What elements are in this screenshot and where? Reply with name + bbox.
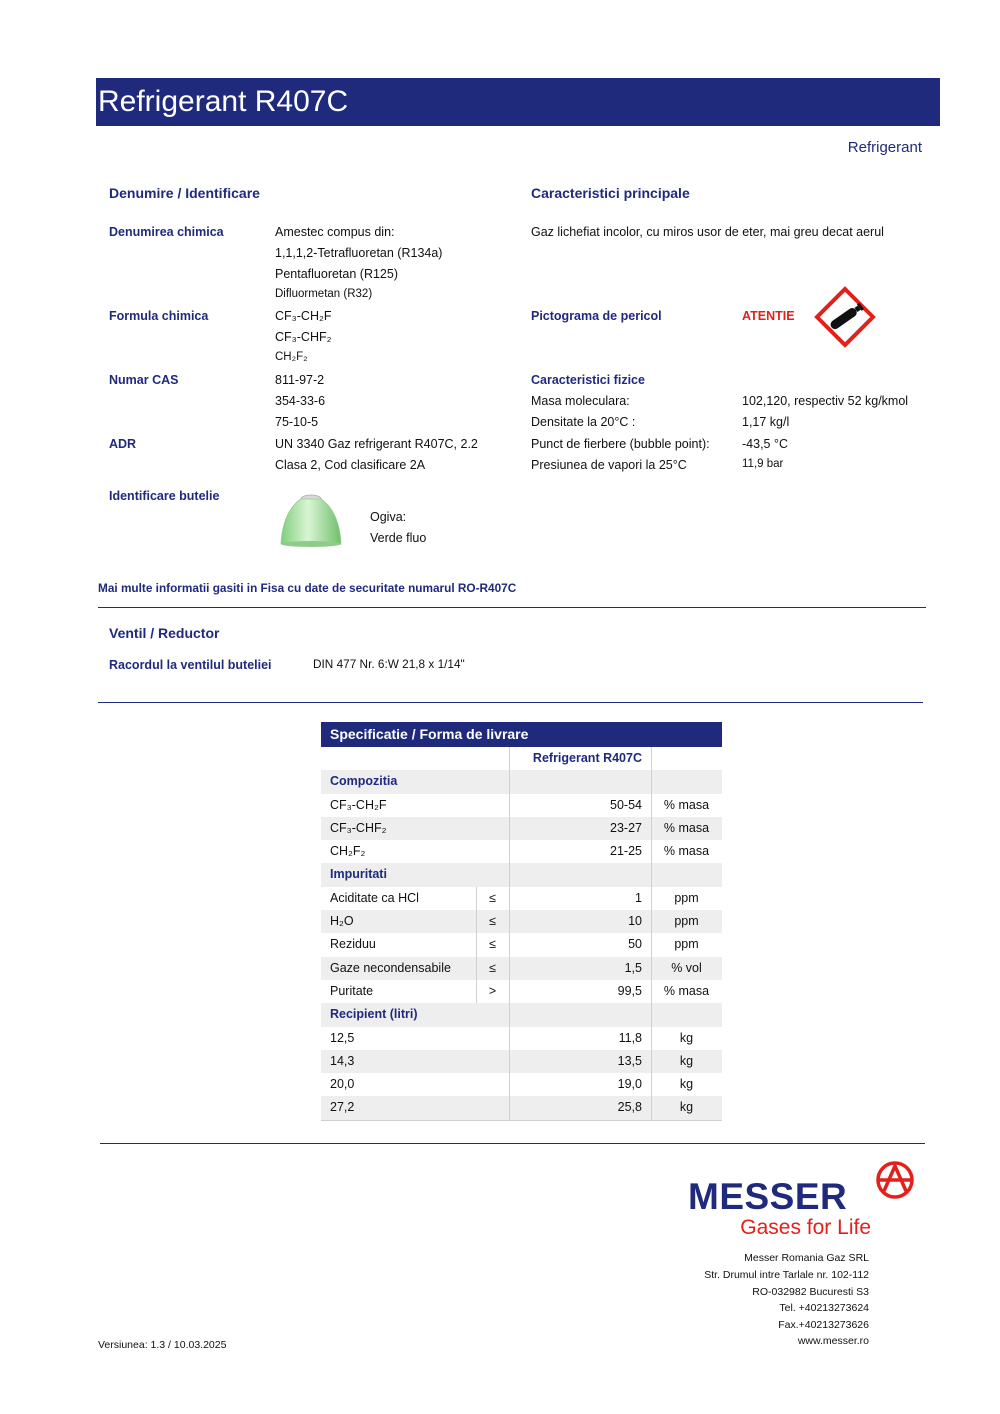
gas-cylinder-hazard-icon <box>814 286 876 348</box>
valve-value: DIN 477 Nr. 6:W 21,8 x 1/14" <box>313 657 465 671</box>
cylinder-label: Identificare butelie <box>109 489 220 503</box>
row-operator <box>476 1073 509 1096</box>
table-row <box>321 794 722 817</box>
cylinder-line: Ogiva: <box>370 510 407 524</box>
row-name: CF₃-CH₂F <box>330 797 387 812</box>
column-divider <box>509 910 510 933</box>
physical-label: Masa moleculara: <box>531 394 630 408</box>
physical-value: -43,5 °C <box>742 437 788 451</box>
table-row <box>321 957 722 980</box>
row-value: 21-25 <box>610 844 642 859</box>
column-divider <box>509 863 510 886</box>
column-divider <box>509 770 510 793</box>
table-row <box>321 933 722 956</box>
table-row <box>321 1003 722 1026</box>
adr-line: UN 3340 Gaz refrigerant R407C, 2.2 <box>275 437 478 451</box>
row-name: 12,5 <box>330 1030 355 1045</box>
column-divider <box>651 910 652 933</box>
table-row <box>321 887 722 910</box>
column-divider <box>509 1050 510 1073</box>
physical-heading: Caracteristici fizice <box>531 373 645 387</box>
column-divider <box>509 933 510 956</box>
row-value: 25,8 <box>617 1100 642 1115</box>
column-divider <box>651 817 652 840</box>
row-value: 23-27 <box>610 820 642 835</box>
column-divider <box>476 933 477 956</box>
row-name: Puritate <box>330 983 374 998</box>
column-divider <box>509 1096 510 1119</box>
column-divider <box>476 980 477 1003</box>
spec-table <box>321 722 722 1121</box>
row-unit: ppm <box>674 937 699 952</box>
section-heading: Recipient (litri) <box>330 1007 418 1022</box>
column-divider <box>651 770 652 793</box>
cas-line: 811-97-2 <box>275 373 325 387</box>
table-row <box>321 863 722 886</box>
row-value: 1 <box>635 890 642 905</box>
row-name: 14,3 <box>330 1053 355 1068</box>
chemical-name-line: Difluormetan (R32) <box>275 288 373 300</box>
divider <box>98 702 923 703</box>
row-operator <box>476 1050 509 1073</box>
messer-logo-icon <box>875 1160 915 1200</box>
section-heading: Impuritati <box>330 867 387 882</box>
chemical-name-line: Amestec compus din: <box>275 225 395 239</box>
column-divider <box>509 980 510 1003</box>
row-unit: % vol <box>671 960 702 975</box>
row-value: 10 <box>628 914 642 929</box>
formula-line: CF₃-CH₂F <box>275 309 332 323</box>
column-divider <box>476 887 477 910</box>
row-operator <box>476 1027 509 1050</box>
signal-word: ATENTIE <box>742 309 795 323</box>
row-name: 20,0 <box>330 1077 355 1092</box>
physical-label: Punct de fierbere (bubble point): <box>531 437 710 451</box>
version-label: Versiunea: 1.3 / 10.03.2025 <box>98 1339 227 1351</box>
column-divider <box>476 910 477 933</box>
row-operator: ≤ <box>489 914 496 929</box>
row-value: 13,5 <box>617 1053 642 1068</box>
column-divider <box>651 957 652 980</box>
column-divider <box>651 887 652 910</box>
row-unit: % masa <box>663 983 710 998</box>
divider <box>100 1143 925 1144</box>
row-unit: ppm <box>674 914 699 929</box>
row-unit: kg <box>679 1100 694 1115</box>
row-value: 1,5 <box>624 960 642 975</box>
formula-line: CF₃-CHF₂ <box>275 330 332 344</box>
column-divider <box>651 747 652 770</box>
column-divider <box>651 980 652 1003</box>
column-divider <box>509 887 510 910</box>
brand-logo-text: MESSER <box>688 1176 848 1217</box>
column-divider <box>651 1073 652 1096</box>
adr-label: ADR <box>109 437 137 451</box>
table-row <box>321 1096 722 1119</box>
table-row <box>321 747 722 770</box>
table-row <box>321 1050 722 1073</box>
page-title: Refrigerant R407C <box>98 85 349 118</box>
category-label: Refrigerant <box>847 139 922 156</box>
column-divider <box>651 933 652 956</box>
column-divider <box>509 817 510 840</box>
product-column-header: Refrigerant R407C <box>532 751 642 765</box>
formula-line: CH₂F₂ <box>275 351 308 363</box>
characteristics-description: Gaz lichefiat incolor, cu miros usor de eter, mai greu decat aerul <box>531 225 884 239</box>
row-unit: ppm <box>674 890 699 905</box>
cylinder-line: Verde fluo <box>370 531 427 545</box>
identification-heading: Denumire / Identificare <box>109 185 260 201</box>
row-unit: % masa <box>663 820 710 835</box>
table-row <box>321 840 722 863</box>
address-line: RO-032982 Bucuresti S3 <box>752 1286 869 1298</box>
row-unit: kg <box>679 1030 694 1045</box>
row-name: Gaze necondensabile <box>330 960 451 975</box>
divider <box>98 607 926 608</box>
characteristics-heading: Caracteristici principale <box>531 185 690 201</box>
column-divider <box>509 840 510 863</box>
chemical-name-label: Denumirea chimica <box>109 225 224 239</box>
spec-table-body <box>321 747 722 1120</box>
address-line: Messer Romania Gaz SRL <box>744 1252 869 1264</box>
row-operator: ≤ <box>489 960 496 975</box>
column-divider <box>651 794 652 817</box>
column-divider <box>651 1050 652 1073</box>
website-link[interactable]: www.messer.ro <box>797 1335 869 1347</box>
valve-heading: Ventil / Reductor <box>109 625 220 641</box>
cas-line: 354-33-6 <box>275 394 326 408</box>
row-value: 99,5 <box>617 983 642 998</box>
row-name: 27,2 <box>330 1100 355 1115</box>
row-unit: kg <box>679 1053 694 1068</box>
column-divider <box>509 957 510 980</box>
row-operator <box>476 817 509 840</box>
physical-label: Densitate la 20°C : <box>531 415 636 429</box>
table-row <box>321 1073 722 1096</box>
brand-tagline: Gases for Life <box>740 1216 871 1239</box>
table-row <box>321 770 722 793</box>
row-operator: > <box>488 983 497 998</box>
row-value: 11,8 <box>618 1030 642 1045</box>
row-operator <box>476 794 509 817</box>
column-divider <box>509 1027 510 1050</box>
column-divider <box>509 1003 510 1026</box>
row-name: CH₂F₂ <box>330 844 366 859</box>
row-operator <box>476 1096 509 1119</box>
chemical-name-line: Pentafluoretan (R125) <box>275 267 398 281</box>
table-row <box>321 817 722 840</box>
column-divider <box>651 1096 652 1119</box>
spec-table-title: Specificatie / Forma de livrare <box>321 722 722 747</box>
row-value: 19,0 <box>617 1077 642 1092</box>
column-divider <box>651 1003 652 1026</box>
physical-value: 102,120, respectiv 52 kg/kmol <box>742 394 909 408</box>
column-divider <box>509 747 510 770</box>
column-divider <box>509 794 510 817</box>
column-divider <box>509 1073 510 1096</box>
cylinder-cap-icon <box>278 490 344 550</box>
table-row <box>321 910 722 933</box>
address-line: Str. Drumul intre Tarlale nr. 102-112 <box>704 1269 869 1281</box>
row-operator <box>476 840 509 863</box>
column-divider <box>476 957 477 980</box>
cas-label: Numar CAS <box>109 373 179 387</box>
fax-line: Fax.+40213273626 <box>778 1319 869 1331</box>
valve-label: Racordul la ventilul buteliei <box>109 658 272 672</box>
column-divider <box>651 863 652 886</box>
row-unit: % masa <box>663 797 710 812</box>
physical-value: 1,17 kg/l <box>742 415 790 429</box>
row-value: 50-54 <box>610 797 642 812</box>
table-row <box>321 1027 722 1050</box>
column-divider <box>651 1027 652 1050</box>
column-divider <box>651 840 652 863</box>
row-name: Reziduu <box>330 937 376 952</box>
pictogram-label: Pictograma de pericol <box>531 309 662 323</box>
row-name: CF₃-CHF₂ <box>330 820 387 835</box>
section-heading: Compozitia <box>330 774 398 789</box>
row-operator: ≤ <box>489 937 496 952</box>
physical-label: Presiunea de vapori la 25°C <box>531 458 687 472</box>
row-operator: ≤ <box>489 890 496 905</box>
adr-line: Clasa 2, Cod clasificare 2A <box>275 458 426 472</box>
row-unit: % masa <box>663 844 710 859</box>
row-name: Aciditate ca HCl <box>330 890 419 905</box>
cas-line: 75-10-5 <box>275 415 319 429</box>
table-row <box>321 980 722 1003</box>
chemical-name-line: 1,1,1,2-Tetrafluoretan (R134a) <box>275 246 443 260</box>
formula-label: Formula chimica <box>109 309 209 323</box>
row-value: 50 <box>628 937 642 952</box>
more-info-note: Mai multe informatii gasiti in Fisa cu date de securitate numarul RO-R407C <box>98 581 517 595</box>
row-unit: kg <box>679 1077 694 1092</box>
phone-line: Tel. +40213273624 <box>779 1302 869 1314</box>
row-name: H₂O <box>330 914 354 929</box>
physical-value: 11,9 bar <box>742 458 784 470</box>
